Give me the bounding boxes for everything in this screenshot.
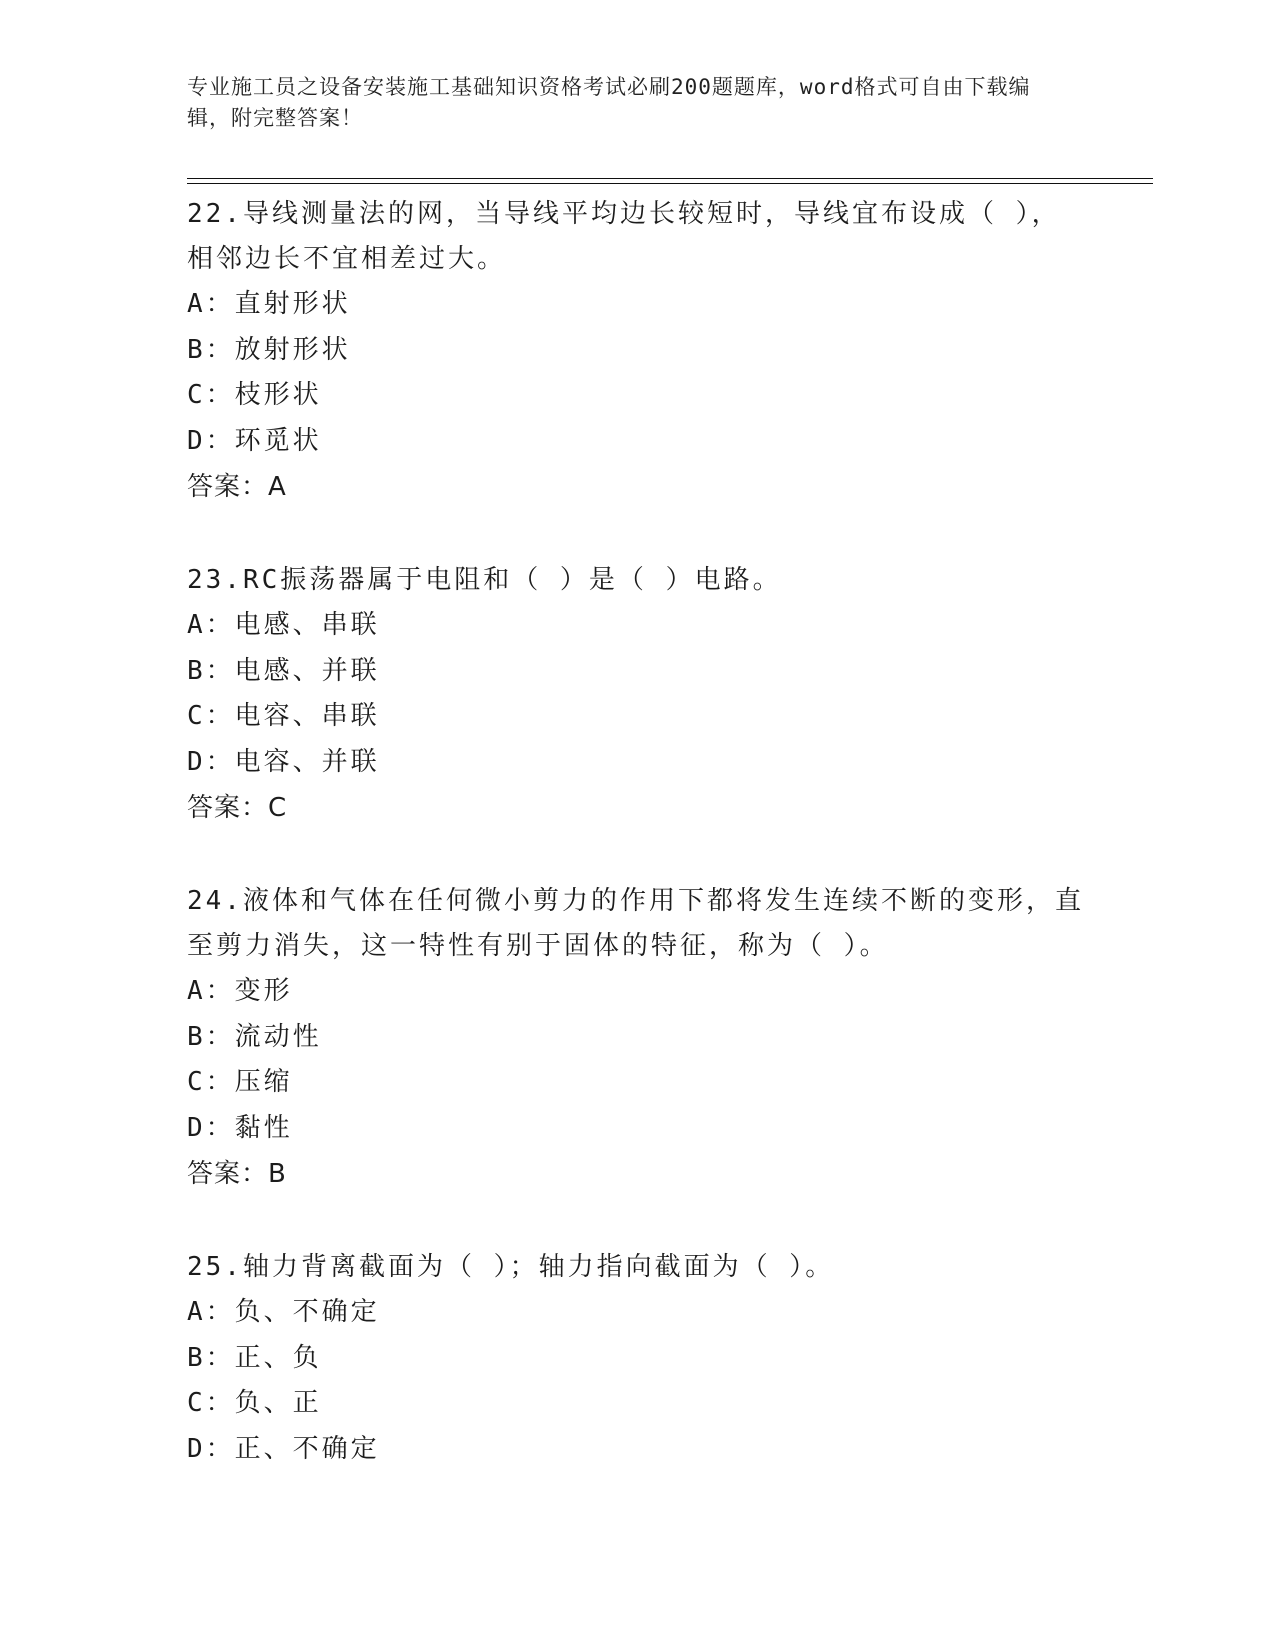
answer-line: 答案：C: [187, 793, 288, 823]
question-23: [187, 558, 1087, 831]
answer-line: 答案：B: [187, 1159, 287, 1189]
option-c: C：负、正: [187, 1388, 322, 1418]
option-b: B：正、负: [187, 1342, 322, 1373]
question-list: [187, 192, 1087, 1520]
option-d: D：黏性: [187, 1112, 293, 1143]
option-d: D：电容、并联: [187, 746, 380, 777]
option-c: C：枝形状: [187, 380, 322, 410]
header-divider-top: [187, 178, 1153, 179]
question-22: [187, 192, 1087, 510]
answer-line: 答案：A: [187, 472, 287, 502]
option-c: C：电容、串联: [187, 701, 380, 731]
option-b: B：流动性: [187, 1021, 322, 1052]
question-24: [187, 879, 1087, 1197]
question-stem: 24.液体和气体在任何微小剪力的作用下都将发生连续不断的变形，直至剪力消失，这一特性有别于固体的特征，称为（ ）。: [187, 886, 1084, 961]
question-stem: 25.轴力背离截面为（ ）；轴力指向截面为（ ）。: [187, 1252, 835, 1282]
question-stem: 23.RC振荡器属于电阻和（ ）是（ ）电路。: [187, 565, 782, 595]
option-c: C：压缩: [187, 1067, 293, 1097]
option-a: A：电感、串联: [187, 610, 380, 640]
option-d: D：环觅状: [187, 425, 322, 456]
option-b: B：电感、并联: [187, 655, 380, 686]
option-a: A：负、不确定: [187, 1297, 380, 1327]
option-b: B：放射形状: [187, 334, 351, 365]
question-stem: 22.导线测量法的网，当导线平均边长较短时，导线宜布设成（ ），相邻边长不宜相差过大。: [187, 199, 1061, 274]
header-divider-bottom: [187, 183, 1153, 184]
question-25: [187, 1245, 1087, 1472]
option-d: D：正、不确定: [187, 1433, 380, 1464]
option-a: A：变形: [187, 976, 293, 1006]
option-a: A：直射形状: [187, 289, 351, 319]
document-header: 专业施工员之设备安装施工基础知识资格考试必刷200题题库，word格式可自由下载编辑，附完整答案！: [187, 75, 1031, 130]
